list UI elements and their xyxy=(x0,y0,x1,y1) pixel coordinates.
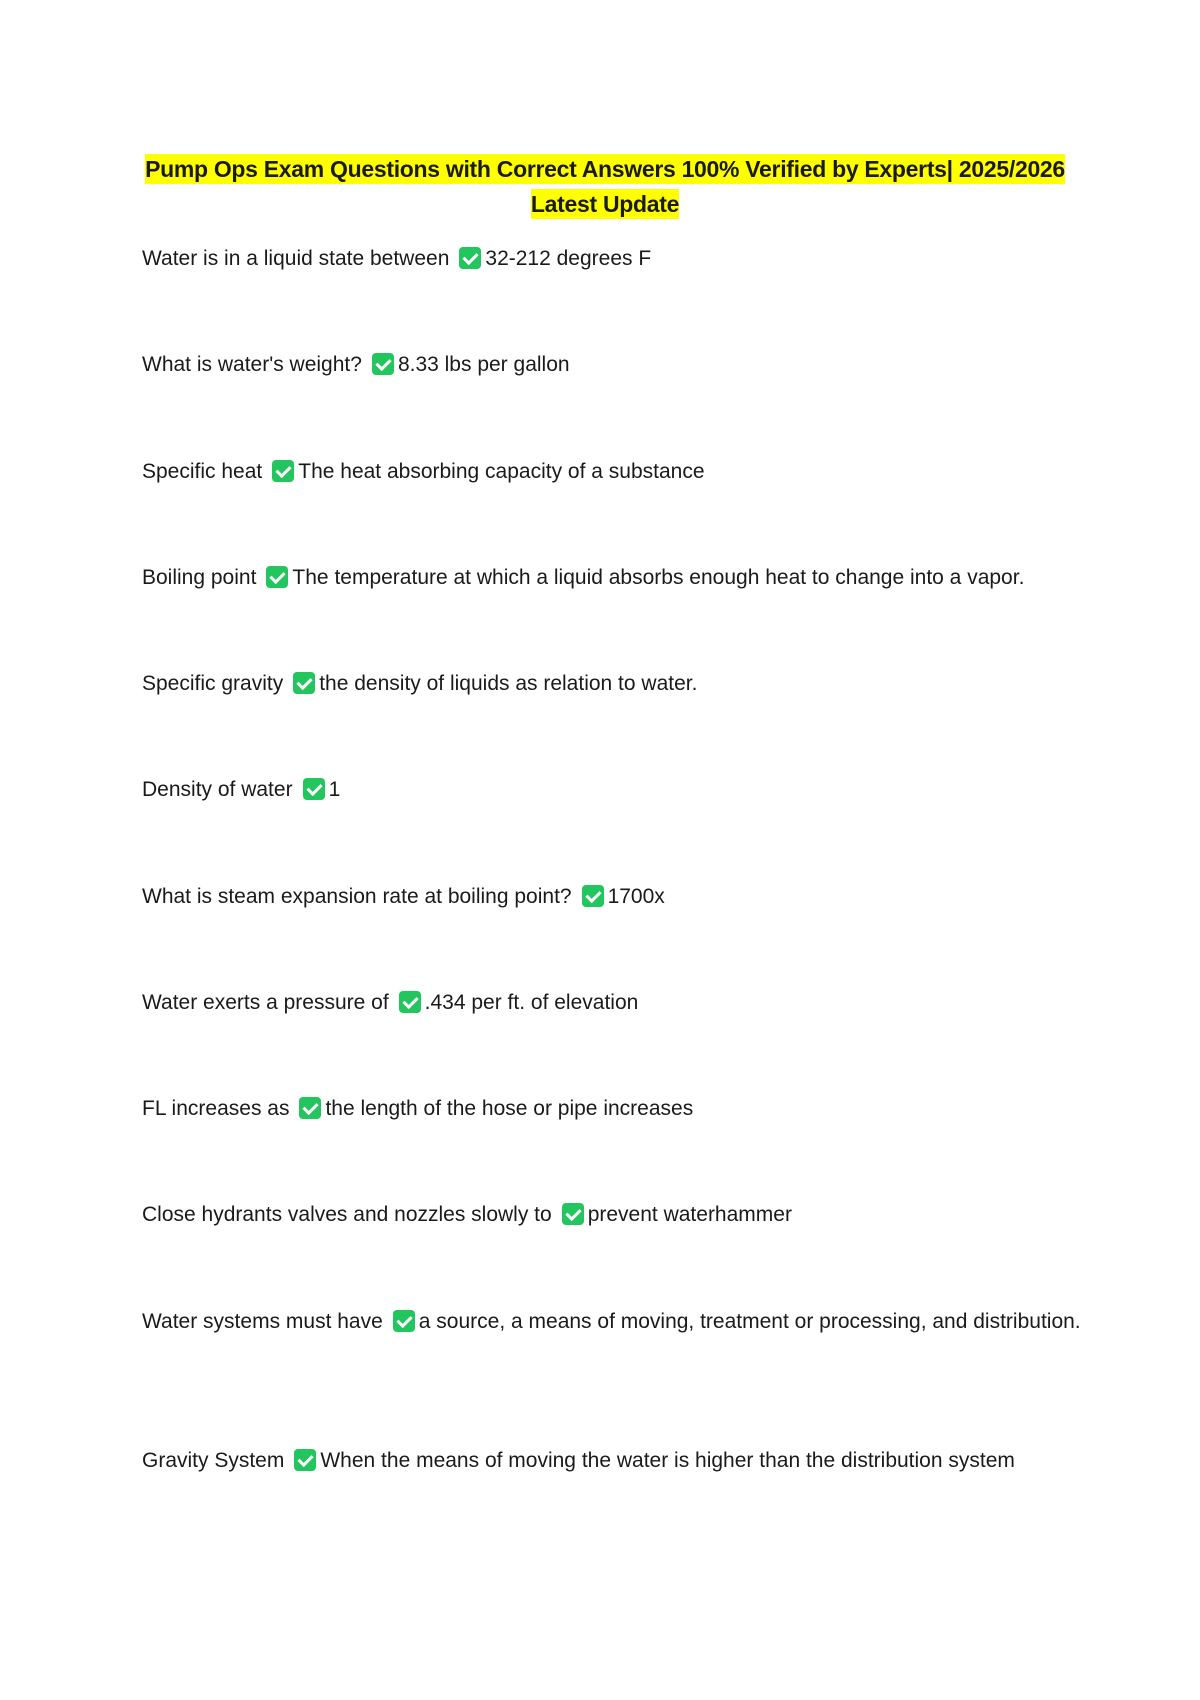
qa-item xyxy=(142,880,1082,913)
question-text: Water systems must have xyxy=(142,1310,383,1333)
answer-text: The temperature at which a liquid absorbs enough heat to change into a vapor. xyxy=(292,566,1025,589)
qa-item xyxy=(142,561,1082,594)
answer-text: The heat absorbing capacity of a substance xyxy=(298,460,705,483)
checkmark-icon xyxy=(372,353,394,375)
answer-text: the density of liquids as relation to water. xyxy=(319,672,698,695)
checkmark-icon xyxy=(303,778,325,800)
checkmark-icon xyxy=(266,566,288,588)
answer-text: .434 per ft. of elevation xyxy=(424,991,639,1014)
qa-item xyxy=(142,1198,1082,1231)
qa-item xyxy=(142,242,1082,275)
checkmark-icon xyxy=(459,247,481,269)
question-text: Gravity System xyxy=(142,1449,285,1472)
answer-text: 8.33 lbs per gallon xyxy=(397,353,570,376)
question-text: Density of water xyxy=(142,778,293,801)
checkmark-icon xyxy=(272,460,294,482)
document-title xyxy=(140,152,1070,222)
qa-item xyxy=(142,1092,1082,1125)
checkmark-icon xyxy=(393,1310,415,1332)
answer-text: 32-212 degrees F xyxy=(485,247,652,270)
qa-item xyxy=(142,1444,1082,1477)
checkmark-icon xyxy=(294,1449,316,1471)
qa-item xyxy=(142,1305,1082,1338)
answer-text: When the means of moving the water is higher than the distribution system xyxy=(320,1449,1015,1472)
question-text: Boiling point xyxy=(142,566,257,589)
document-title-text: Pump Ops Exam Questions with Correct Answers 100% Verified by Experts| 2025/2026 Latest Update xyxy=(145,156,1065,217)
question-text: FL increases as xyxy=(142,1097,290,1120)
question-text: Water exerts a pressure of xyxy=(142,991,389,1014)
question-text: Specific heat xyxy=(142,460,263,483)
qa-item xyxy=(142,667,1082,700)
checkmark-icon xyxy=(562,1203,584,1225)
answer-text: the length of the hose or pipe increases xyxy=(325,1097,694,1120)
qa-item xyxy=(142,348,1082,381)
qa-item xyxy=(142,455,1082,488)
qa-item xyxy=(142,773,1082,806)
question-text: What is water's weight? xyxy=(142,353,362,376)
checkmark-icon xyxy=(293,672,315,694)
answer-text: 1 xyxy=(328,778,341,801)
answer-text: prevent waterhammer xyxy=(587,1203,792,1226)
answer-text: a source, a means of moving, treatment or processing, and distribution. xyxy=(418,1310,1081,1333)
question-text: What is steam expansion rate at boiling point? xyxy=(142,885,572,908)
checkmark-icon xyxy=(582,885,604,907)
checkmark-icon xyxy=(299,1097,321,1119)
answer-text: 1700x xyxy=(607,885,665,908)
checkmark-icon xyxy=(399,991,421,1013)
qa-item xyxy=(142,986,1082,1019)
question-text: Specific gravity xyxy=(142,672,284,695)
question-text: Close hydrants valves and nozzles slowly to xyxy=(142,1203,552,1226)
question-text: Water is in a liquid state between xyxy=(142,247,450,270)
